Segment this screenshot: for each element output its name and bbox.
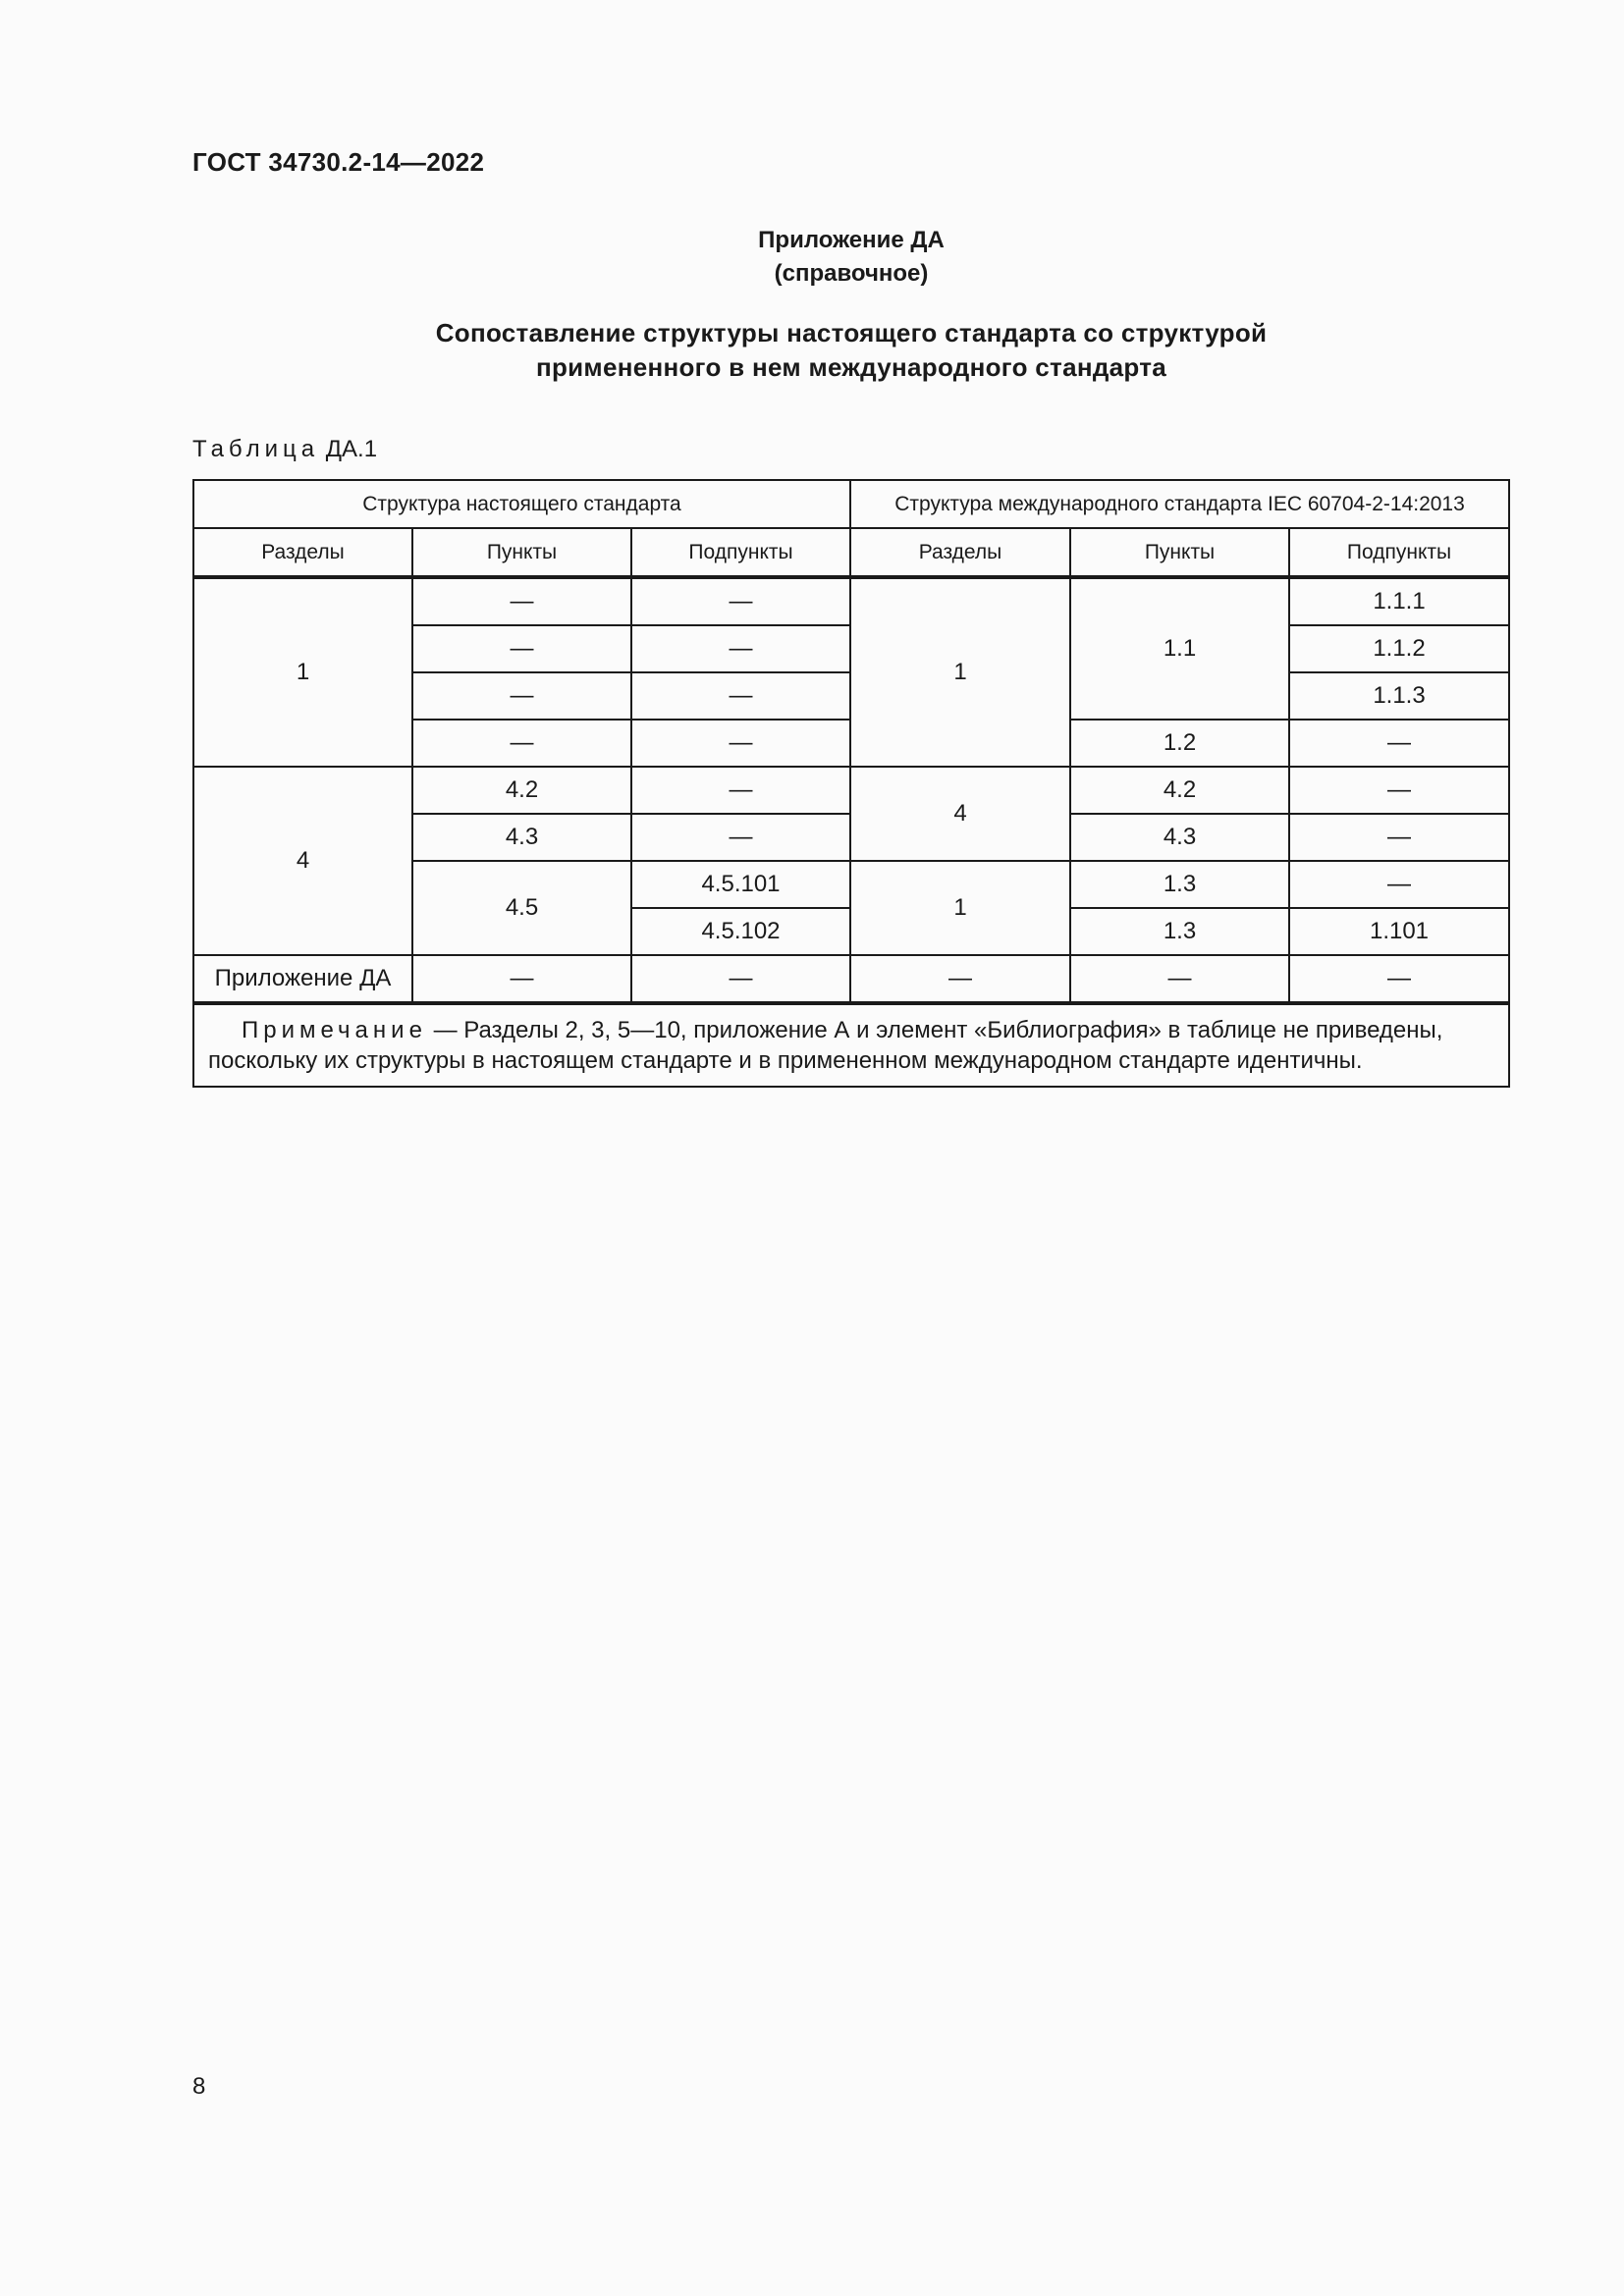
table-cell: —: [412, 955, 631, 1003]
table-cell: 4.2: [1070, 767, 1289, 814]
comparison-table: [192, 479, 1510, 1088]
table-cell: 4: [193, 767, 412, 955]
table-cell: —: [850, 955, 1070, 1003]
table-cell: 1.101: [1289, 908, 1509, 955]
annex-heading: [0, 316, 1624, 385]
table-group-header-row: [193, 480, 1509, 528]
table-cell: —: [631, 767, 850, 814]
table-cell: 4.5.101: [631, 861, 850, 908]
annex-header: [0, 224, 1624, 291]
table-cell: 1: [850, 861, 1070, 955]
table-cell: —: [631, 720, 850, 767]
annex-title: Приложение ДА: [758, 227, 945, 253]
column-header: Пункты: [412, 528, 631, 577]
table-cell: 1.1: [1070, 577, 1289, 720]
heading-line-1: Сопоставление структуры настоящего стандарта со структурой: [435, 318, 1268, 347]
table-cell: 1.3: [1070, 908, 1289, 955]
table-caption-id: ДА.1: [325, 436, 378, 462]
table-cell: —: [412, 672, 631, 720]
table-caption: [192, 436, 377, 463]
page-number: 8: [192, 2073, 206, 2100]
table-cell: —: [631, 672, 850, 720]
table-cell: —: [412, 625, 631, 672]
table-cell: —: [1289, 955, 1509, 1003]
table-row: [193, 955, 1509, 1003]
document-code: ГОСТ 34730.2-14—2022: [192, 147, 485, 177]
table-cell: —: [631, 814, 850, 861]
column-header: Подпункты: [1289, 528, 1509, 577]
table-cell: —: [412, 577, 631, 625]
table-cell: 1.1.2: [1289, 625, 1509, 672]
table-cell: —: [631, 577, 850, 625]
table-cell: 4: [850, 767, 1070, 861]
column-header: Разделы: [193, 528, 412, 577]
table-cell: 1.1.1: [1289, 577, 1509, 625]
table-cell: —: [631, 625, 850, 672]
table-cell: —: [1289, 720, 1509, 767]
table-cell: 1.2: [1070, 720, 1289, 767]
table-cell: 1: [850, 577, 1070, 767]
table-cell: 4.2: [412, 767, 631, 814]
table-cell: 1.1.3: [1289, 672, 1509, 720]
table-cell: —: [1289, 767, 1509, 814]
table-cell: —: [1289, 814, 1509, 861]
table-caption-word: Таблица: [192, 436, 320, 462]
table-note-text: — Разделы 2, 3, 5—10, приложение А и элемент «Библиография» в таблице не приведены, поскольку их структуры в настоящем стандарте и в примененном международном стандарте идентичны.: [208, 1017, 1443, 1074]
table-cell: —: [631, 955, 850, 1003]
table-cell: 4.3: [1070, 814, 1289, 861]
table-row: [193, 577, 1509, 625]
group-header-international-standard: Структура международного стандарта IEC 60704-2-14:2013: [850, 480, 1509, 528]
table-cell: —: [1289, 861, 1509, 908]
table-cell: 4.5.102: [631, 908, 850, 955]
table-column-header-row: [193, 528, 1509, 577]
table-note-lead: Примечание: [242, 1017, 427, 1043]
annex-kind: (справочное): [774, 260, 929, 287]
table-cell: 1.3: [1070, 861, 1289, 908]
table-cell: 1: [193, 577, 412, 767]
table-note: [193, 1003, 1509, 1087]
column-header: Разделы: [850, 528, 1070, 577]
table-cell: —: [1070, 955, 1289, 1003]
heading-line-2: примененного в нем международного стандарта: [535, 352, 1167, 382]
group-header-current-standard: Структура настоящего стандарта: [193, 480, 850, 528]
table-cell: 4.3: [412, 814, 631, 861]
column-header: Пункты: [1070, 528, 1289, 577]
table-cell: —: [412, 720, 631, 767]
table-note-row: [193, 1003, 1509, 1087]
table-row: [193, 767, 1509, 814]
column-header: Подпункты: [631, 528, 850, 577]
table-cell: 4.5: [412, 861, 631, 955]
table-cell: Приложение ДА: [193, 955, 412, 1003]
